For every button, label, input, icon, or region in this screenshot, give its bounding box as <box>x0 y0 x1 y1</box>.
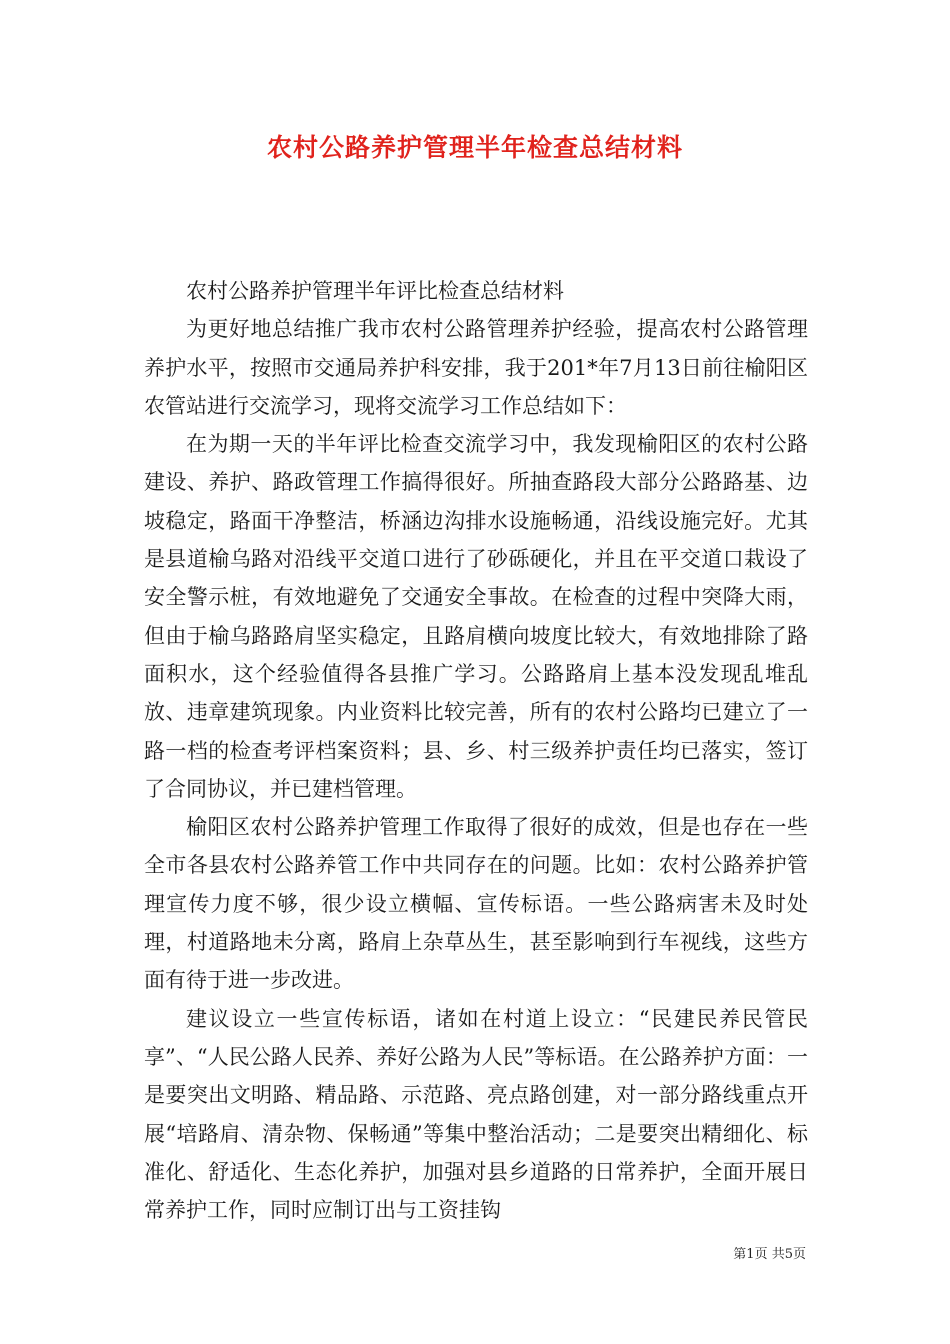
page-mid-label: 页 共 <box>754 1247 785 1262</box>
page-suffix-label: 页 <box>792 1247 806 1262</box>
paragraph-problems: 榆阳区农村公路养护管理工作取得了很好的成效，但是也存在一些全市各县农村公路养管工作中共同存在的问题。比如：农村公路养护管理宣传力度不够，很少设立横幅、宣传标语。一些公路病害未及时处理，村道路地未分离，路肩上杂草丛生，甚至影响到行车视线，这些方面有待于进一步改进。 <box>144 815 808 993</box>
paragraph-intro: 为更好地总结推广我市农村公路管理养护经验，提高农村公路管理养护水平，按照市交通局养护科安排，我于201*年7月13日前往榆阳区农管站进行交流学习，现将交流学习工作总结如下： <box>144 317 808 418</box>
paragraph-subtitle: 农村公路养护管理半年评比检查总结材料 <box>186 279 564 303</box>
document-title: 农村公路养护管理半年检查总结材料 <box>266 133 683 162</box>
document-body <box>144 272 808 1229</box>
page-label: 第 <box>733 1247 747 1262</box>
page-number-footer <box>733 1246 806 1264</box>
current-page-number: 1 <box>746 1247 755 1262</box>
total-page-number: 5 <box>784 1247 793 1262</box>
paragraph-findings: 在为期一天的半年评比检查交流学习中，我发现榆阳区的农村公路建设、养护、路政管理工作搞得很好。所抽查路段大部分公路路基、边坡稳定，路面干净整洁，桥涵边沟排水设施畅通，沿线设施完好。尤其是县道榆乌路对沿线平交道口进行了砂砾硬化，并且在平交道口栽设了安全警示桩，有效地避免了交通安全事故。在检查的过程中突降大雨，但由于榆乌路路肩坚实稳定，且路肩横向坡度比较大，有效地排除了路面积水，这个经验值得各县推广学习。公路路肩上基本没发现乱堆乱放、违章建筑现象。内业资料比较完善，所有的农村公路均已建立了一路一档的检查考评档案资料；县、乡、村三级养护责任均已落实，签订了合同协议，并已建档管理。 <box>144 432 808 801</box>
paragraph-suggestions: 建议设立一些宣传标语，诸如在村道上设立：“民建民养民管民享”、“人民公路人民养、养好公路为人民”等标语。在公路养护方面：一是要突出文明路、精品路、示范路、亮点路创建，对一部分路线重点开展“培路肩、清杂物、保畅通”等集中整治活动；二是要突出精细化、标准化、舒适化、生态化养护，加强对县乡道路的日常养护，全面开展日常养护工作，同时应制订出与工资挂钩 <box>144 1006 808 1223</box>
